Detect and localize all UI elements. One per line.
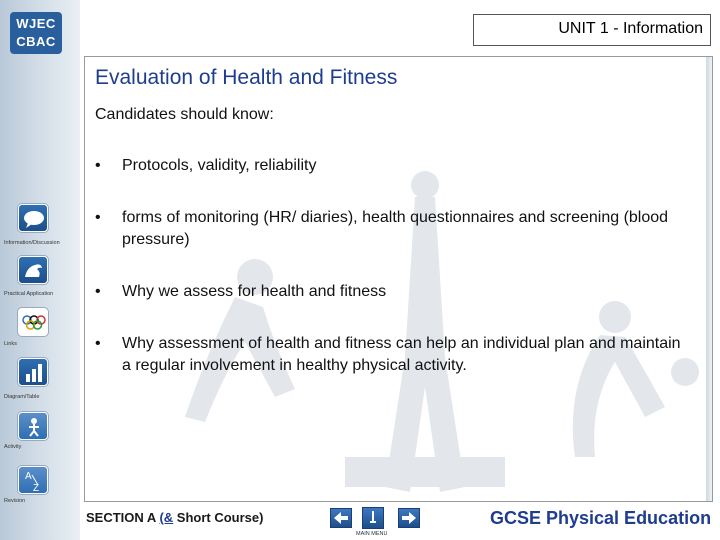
sidebar-item-label: Activity [4,444,22,450]
section-suffix: Short Course) [173,510,264,525]
sidebar-item-label: Links [4,341,17,347]
main-menu-label: MAIN MENU [356,531,388,537]
list-item-text: Why assessment of health and fitness can help an individual plan and maintain a regular involvement in healthy physical activity. [122,335,681,374]
sidebar-item-label: Information/Discussion [4,240,60,246]
sidebar-item-label: Practical Application [4,291,54,297]
page-subtitle: Candidates should know: [95,106,274,123]
bullet-marker: • [95,209,101,226]
speech-bubble-icon [18,204,48,232]
sidebar [0,0,80,540]
list-item-text: forms of monitoring (HR/ diaries), health questionnaires and screening (blood pressure) [122,209,669,248]
previous-button[interactable] [330,508,352,528]
bullet-marker: • [95,283,101,300]
bullet-marker: • [95,157,101,174]
arrow-right-icon [399,509,419,527]
svg-text:Z: Z [33,483,40,494]
page-title: Evaluation of Health and Fitness [95,66,398,89]
brand-title: GCSE Physical Education [490,508,712,528]
section-label [86,510,263,525]
sidebar-item-label: Revision [4,498,26,504]
arrow-left-icon [331,509,351,527]
sidebar-item-label: Diagram/Table [4,394,40,400]
activity-icon [18,412,48,440]
section-prefix: SECTION A [86,510,160,525]
svg-text:A: A [25,471,32,482]
short-course-link[interactable]: (& [159,510,174,525]
wjec-logo [10,12,62,54]
bullet-marker: • [95,335,101,352]
unit-header: UNIT 1 - Information [473,14,711,46]
logo-line-1: WJEC [16,16,56,31]
bar-chart-icon [18,358,48,386]
olympic-rings-icon [18,308,48,336]
list-item-text: Why we assess for health and fitness [122,283,387,300]
logo-line-2: CBAC [16,34,56,49]
next-button[interactable] [398,508,420,528]
muscle-arm-icon [18,256,48,284]
info-icon [363,508,383,526]
main-menu-button[interactable] [362,507,384,529]
list-item-text: Protocols, validity, reliability [122,157,317,174]
a-to-z-icon [18,466,48,494]
